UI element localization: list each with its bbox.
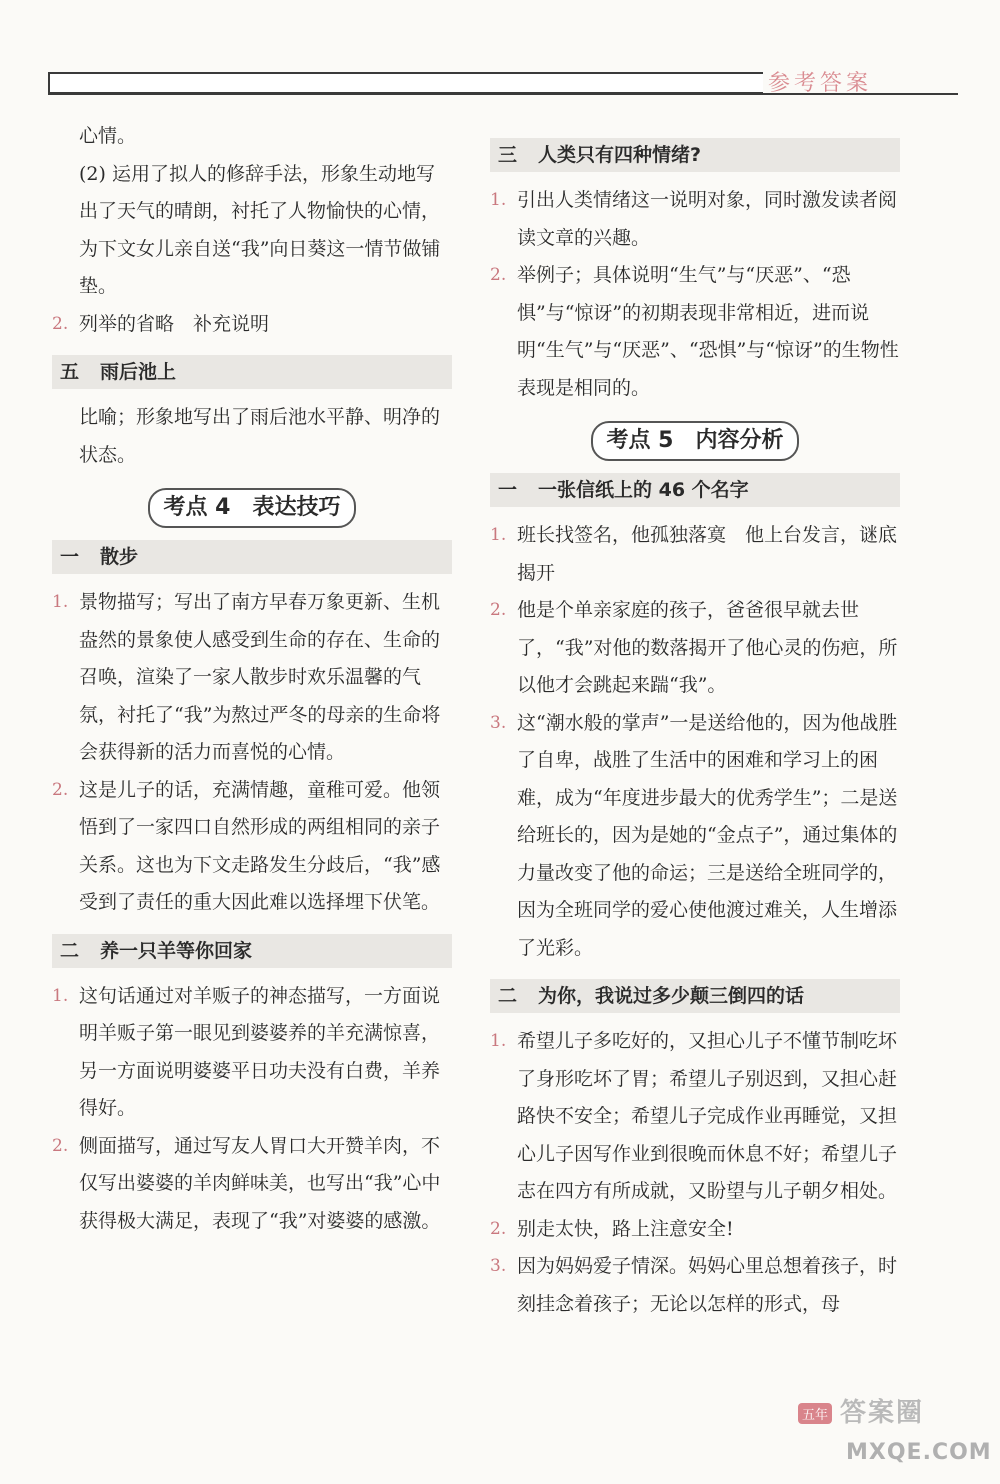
item-text: 举例子；具体说明“生气”与“厌恶”、“恐惧”与“惊讶”的初期表现非常相近，进而说明“生气”与“厌恶”、“恐惧”与“惊讶”的生物性表现是相同的。 <box>517 264 899 399</box>
answer-item <box>490 1211 900 1249</box>
section-number: 一 <box>60 546 80 568</box>
section-number: 五 <box>60 361 80 383</box>
answer-item <box>52 772 452 922</box>
answer-item <box>490 257 900 407</box>
kaodian-title: 内容分析 <box>695 428 784 453</box>
item-number: 3. <box>490 712 507 733</box>
kaodian-box <box>148 488 357 528</box>
item-number: 1. <box>52 985 69 1006</box>
item-number: 2. <box>490 1218 507 1239</box>
answer-text: 比喻；形象地写出了雨后池水平静、明净的状态。 <box>79 406 441 466</box>
item-text: 这是儿子的话，充满情趣，童稚可爱。他领悟到了一家四口自然形成的两组相同的亲子关系。这也为下文走路发生分歧后，“我”感受到了责任的重大因此难以选择埋下伏笔。 <box>79 778 441 913</box>
header-bar <box>48 72 763 94</box>
grade-badge: 五年 <box>798 1403 832 1424</box>
section-number: 三 <box>498 144 518 166</box>
item-number: 2. <box>52 1135 69 1156</box>
left-column <box>52 118 452 1240</box>
answer-item <box>490 1248 900 1323</box>
item-text: 别走太快，路上注意安全! <box>517 1217 734 1240</box>
continued-text: (2) 运用了拟人的修辞手法，形象生动地写出了天气的晴朗，衬托了人物愉快的心情，为下文女儿亲自送“我”向日葵这一情节做铺垫。 <box>79 162 441 297</box>
answer-item <box>52 1128 452 1241</box>
right-column <box>490 118 900 1323</box>
section-heading <box>490 138 900 172</box>
continued-text: 心情。 <box>79 125 137 147</box>
item-text: 这句话通过对羊贩子的神态描写，一方面说明羊贩子第一眼见到婆婆养的羊充满惊喜，另一方面说明婆婆平日功夫没有白费，羊养得好。 <box>79 984 441 1119</box>
answer-item <box>490 592 900 705</box>
item-text: 因为妈妈爱子情深。妈妈心里总想着孩子，时刻挂念着孩子；无论以怎样的形式，母 <box>517 1255 898 1315</box>
item-number: 1. <box>490 525 507 545</box>
section-number: 二 <box>498 985 518 1007</box>
item-text: 景物描写；写出了南方早春万象更新、生机盎然的景象使人感受到生命的存在、生命的召唤，渲染了一家人散步时欢乐温馨的气氛，衬托了“我”为熬过严冬的母亲的生命将会获得新的活力而喜悦的心情。 <box>79 591 441 763</box>
item-number: 2. <box>52 779 69 800</box>
section-number: 二 <box>60 939 80 962</box>
item-text: 列举的省略 补充说明 <box>79 312 270 335</box>
section-title: 为你，我说过多少颠三倒四的话 <box>538 985 805 1007</box>
item-number: 2. <box>52 313 69 334</box>
item-text: 引出人类情绪这一说明对象，同时激发读者阅读文章的兴趣。 <box>517 189 898 249</box>
kaodian-heading <box>52 488 452 528</box>
section-heading <box>52 540 452 574</box>
item-number: 3. <box>490 1256 507 1276</box>
item-number: 1. <box>52 592 69 612</box>
kaodian-label: 考点 5 <box>606 428 674 453</box>
answer-item <box>490 705 900 968</box>
item-number: 1. <box>490 190 507 210</box>
section-title: 雨后池上 <box>100 361 177 383</box>
page-header-title: 参考答案 <box>768 71 873 96</box>
section-heading <box>52 355 452 389</box>
watermark-logo: 答案圈 <box>840 1398 925 1428</box>
item-number: 2. <box>490 265 507 285</box>
item-text: 他是个单亲家庭的孩子，爸爸很早就去世了，“我”对他的数落揭开了他心灵的伤疤，所以他才会跳起来踹“我”。 <box>517 599 898 696</box>
item-text: 这“潮水般的掌声”一是送给他的，因为他战胜了自卑，战胜了生活中的困难和学习上的困难，成为“年度进步最大的优秀学生”；二是送给班长的，因为是她的“金点子”，通过集体的力量改变了他的命运；三是送给全班同学的，因为全班同学的爱心使他渡过难关，人生增添了光彩。 <box>517 711 898 959</box>
answer-item <box>490 517 900 592</box>
kaodian-label: 考点 4 <box>163 495 231 520</box>
section-title: 人类只有四种情绪? <box>538 144 702 166</box>
item-number: 1. <box>490 1031 507 1051</box>
item-text: 侧面描写，通过写友人胃口大开赞羊肉，不仅写出婆婆的羊肉鲜味美，也写出“我”心中获得极大满足，表现了“我”对婆婆的感激。 <box>79 1134 441 1232</box>
kaodian-box <box>591 421 800 461</box>
answer-item <box>52 306 452 344</box>
item-text: 班长找签名，他孤独落寞 他上台发言，谜底揭开 <box>517 524 898 584</box>
answer-item <box>490 1023 900 1211</box>
answer-item <box>52 978 452 1128</box>
section-heading <box>52 934 452 968</box>
item-text: 希望儿子多吃好的，又担心儿子不懂节制吃坏了身形吃坏了胃；希望儿子别迟到，又担心赶路快不安全；希望儿子完成作业再睡觉，又担心儿子因写作业到很晚而休息不好；希望儿子志在四方有所成就，又盼望与儿子朝夕相处。 <box>517 1030 898 1202</box>
section-title: 养一只羊等你回家 <box>100 939 253 962</box>
kaodian-heading <box>490 421 900 461</box>
kaodian-title: 表达技巧 <box>252 495 341 520</box>
section-title: 一张信纸上的 46 个名字 <box>538 479 749 501</box>
answer-item <box>490 182 900 257</box>
section-heading <box>490 979 900 1013</box>
answer-item <box>52 584 452 772</box>
watermark-url: MXQE.COM <box>846 1440 992 1465</box>
section-heading <box>490 473 900 507</box>
section-number: 一 <box>498 479 518 501</box>
section-title: 散步 <box>100 546 139 568</box>
item-number: 2. <box>490 600 507 620</box>
